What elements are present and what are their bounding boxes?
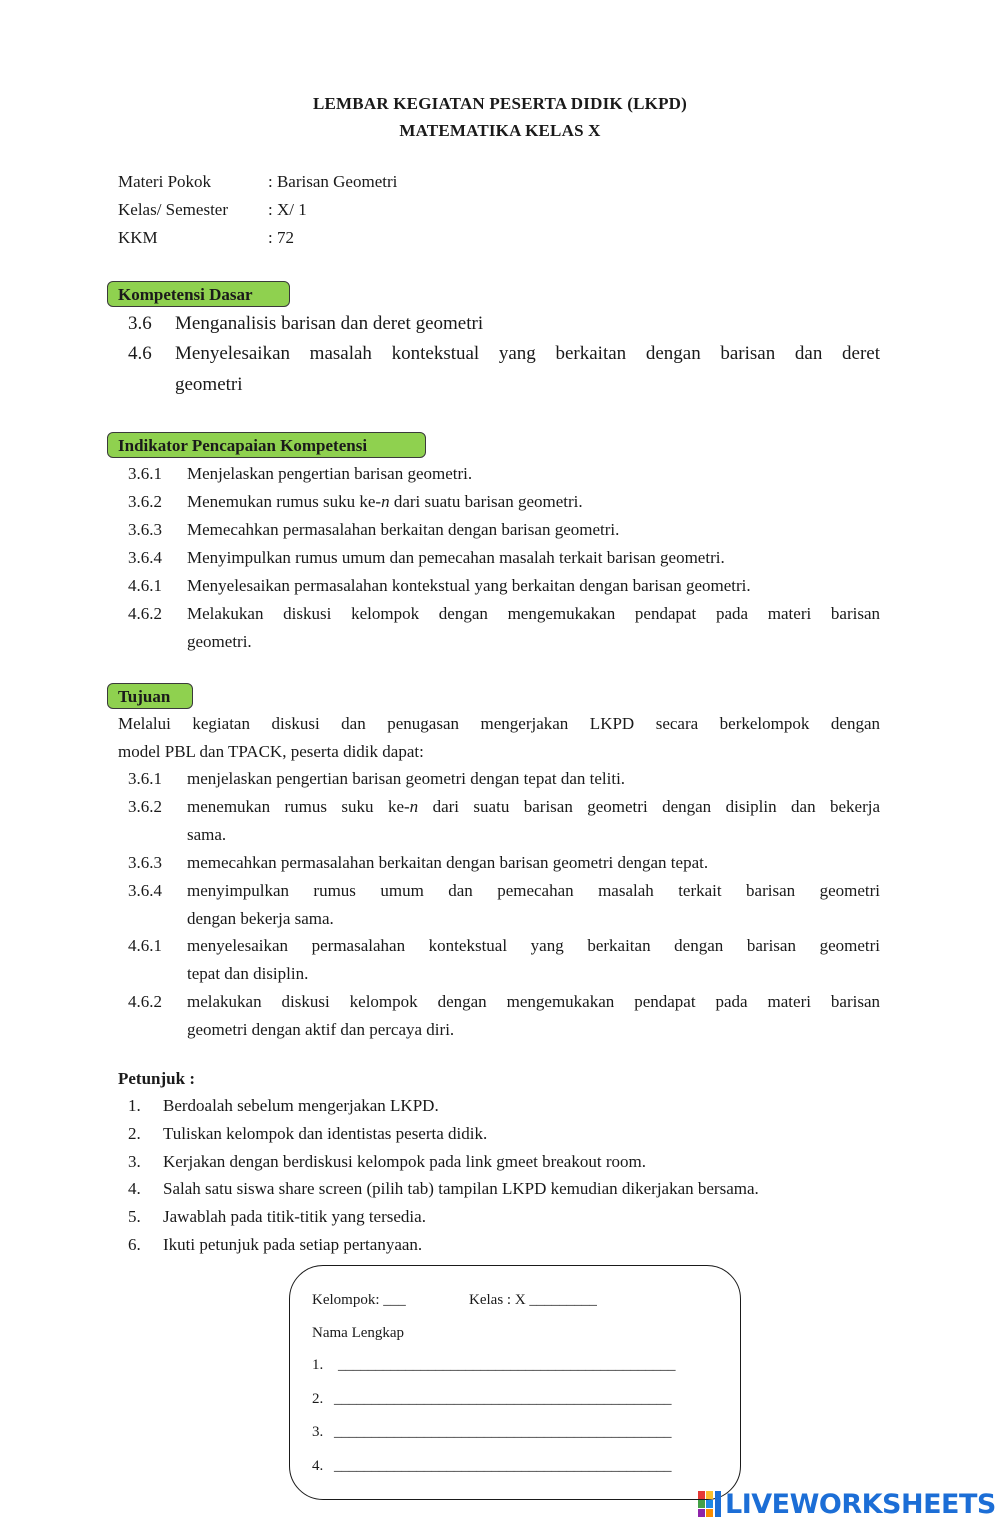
kd-item [128,338,880,400]
item-text: Salah satu siswa share screen (pilih tab) tampilan LKPD kemudian dikerjakan bersama. [163,1179,759,1198]
item-text: menemukan rumus suku ke- [187,797,410,816]
meta-label: KKM [118,228,158,247]
item-number: 3.6.1 [128,464,162,483]
kd-text-line: geometri [175,374,243,395]
item-text: Tuliskan kelompok dan identistas peserta didik. [163,1124,488,1143]
name-row-number: 4. [312,1458,324,1474]
indikator-item [128,572,880,600]
meta-label: Materi Pokok [118,172,212,191]
meta-value: : 72 [268,228,294,247]
name-input-line-2[interactable]: _____________________________________________ [334,1391,672,1407]
meta-value: : Barisan Geometri [268,172,398,191]
nama-lengkap-label: Nama Lengkap [312,1325,405,1341]
tujuan-item [128,932,880,988]
section-badge-indikator: Indikator Pencapaian Kompetensi [107,432,426,458]
indikator-item [128,460,880,488]
name-row-number: 3. [312,1424,324,1440]
item-text: Menyelesaikan permasalahan kontekstual yang berkaitan dengan barisan geometri. [187,576,751,595]
item-text: Kerjakan dengan berdiskusi kelompok pada link gmeet breakout room. [163,1152,646,1171]
item-text-line: tepat dan disiplin. [187,964,309,983]
item-text: memecahkan permasalahan berkaitan dengan barisan geometri dengan tepat. [187,853,709,872]
kelas-field[interactable]: Kelas : X _________ [469,1292,597,1308]
liveworksheets-logo-icon [697,1489,723,1519]
item-number: 3.6.3 [128,853,162,872]
meta-value: : X/ 1 [268,200,307,219]
identity-box [289,1265,741,1500]
item-number: 3.6.3 [128,520,162,539]
item-number: 3.6.1 [128,769,162,788]
section-badge-tujuan: Tujuan [107,683,193,709]
item-text: Berdoalah sebelum mengerjakan LKPD. [163,1096,439,1115]
item-number: 4. [128,1179,141,1198]
kd-number: 4.6 [128,343,152,364]
item-number: 6. [128,1235,141,1254]
tujuan-intro [118,710,880,766]
item-text-line: Melakukan diskusi kelompok dengan mengemukakan pendapat pada materi barisan [187,604,880,623]
item-number: 2. [128,1124,141,1143]
section-badge-kompetensi-dasar: Kompetensi Dasar [107,281,290,307]
item-text-line: geometri dengan aktif dan percaya diri. [187,1020,455,1039]
liveworksheets-watermark [697,1487,996,1521]
tujuan-item [128,877,880,933]
meta-label: Kelas/ Semester [118,200,228,219]
item-number: 4.6.2 [128,604,162,623]
indikator-item [128,600,880,656]
name-row-number: 1. [312,1357,324,1373]
name-row-number: 2. [312,1391,324,1407]
kelompok-field[interactable]: Kelompok: ___ [312,1292,406,1308]
item-text-line: dengan bekerja sama. [187,909,334,928]
item-number: 3.6.2 [128,492,162,511]
kd-item [128,308,880,339]
tujuan-item [128,849,880,877]
variable-n: n [381,492,390,511]
name-input-line-4[interactable]: _____________________________________________ [334,1458,672,1474]
item-text: dari suatu barisan geometri dengan disiplin dan bekerja [418,797,881,816]
item-text-line: melakukan diskusi kelompok dengan mengemukakan pendapat pada materi barisan [187,992,880,1011]
item-number: 3. [128,1152,141,1171]
item-number: 1. [128,1096,141,1115]
indikator-item [128,544,880,572]
kd-text-line: Menyelesaikan masalah kontekstual yang berkaitan dengan barisan dan deret [175,343,880,364]
item-text: dari suatu barisan geometri. [389,492,583,511]
item-text-line: sama. [187,825,227,844]
item-text-line: geometri. [187,632,252,651]
indikator-item [128,488,880,516]
item-number: 3.6.4 [128,881,162,900]
item-text: Menjelaskan pengertian barisan geometri. [187,464,473,483]
item-number: 4.6.1 [128,576,162,595]
item-number: 4.6.1 [128,936,162,955]
kd-text: Menganalisis barisan dan deret geometri [175,313,484,334]
document-title: LEMBAR KEGIATAN PESERTA DIDIK (LKPD) [312,94,688,113]
item-text: Ikuti petunjuk pada setiap pertanyaan. [163,1235,423,1254]
item-text: Menemukan rumus suku ke- [187,492,382,511]
item-text: Menyimpulkan rumus umum dan pemecahan masalah terkait barisan geometri. [187,548,725,567]
intro-line: model PBL dan TPACK, peserta didik dapat: [118,742,424,761]
kd-number: 3.6 [128,313,152,334]
variable-n: n [409,797,419,816]
item-text-line: menyimpulkan rumus umum dan pemecahan masalah terkait barisan geometri [187,881,880,900]
tujuan-item [128,765,880,793]
item-text: menjelaskan pengertian barisan geometri dengan tepat dan teliti. [187,769,626,788]
item-text-line: menyelesaikan permasalahan kontekstual yang berkaitan dengan barisan geometri [187,936,880,955]
name-input-line-3[interactable]: _____________________________________________ [334,1424,672,1440]
item-number: 3.6.2 [128,797,162,816]
item-text: Jawablah pada titik-titik yang tersedia. [163,1207,426,1226]
tujuan-item [128,988,880,1044]
name-input-line-1[interactable]: _____________________________________________ [338,1357,676,1373]
intro-line: Melalui kegiatan diskusi dan penugasan mengerjakan LKPD secara berkelompok dengan [118,714,880,733]
item-text: Memecahkan permasalahan berkaitan dengan barisan geometri. [187,520,620,539]
watermark-text: LIVEWORKSHEETS [725,1488,996,1520]
tujuan-item [128,793,880,849]
item-number: 3.6.4 [128,548,162,567]
document-subtitle: MATEMATIKA KELAS X [399,121,601,140]
item-number: 4.6.2 [128,992,162,1011]
item-number: 5. [128,1207,141,1226]
petunjuk-heading: Petunjuk : [118,1069,195,1088]
indikator-item [128,516,880,544]
